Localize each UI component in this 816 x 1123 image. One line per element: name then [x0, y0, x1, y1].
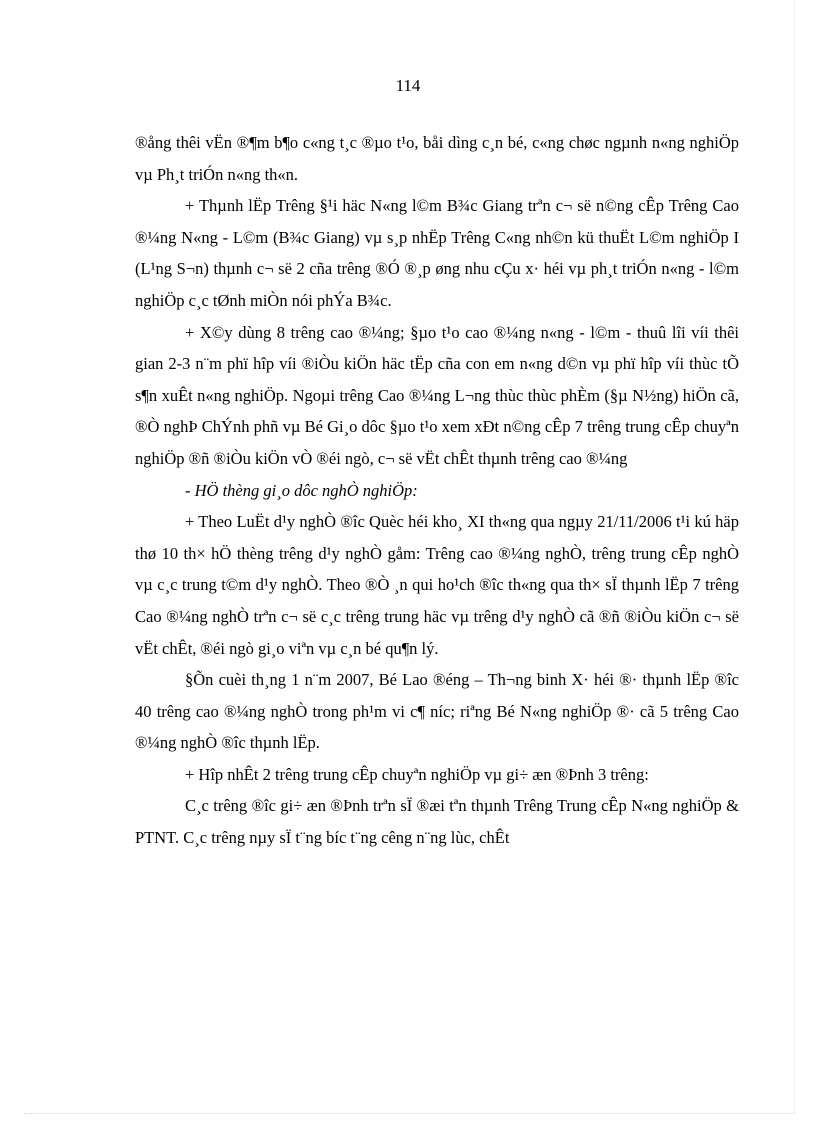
section-heading: - HÖ thèng gi¸o dôc nghÒ nghiÖp:	[185, 480, 418, 500]
paragraph-1: ®ång thêi vËn ®¶m b¶o c«ng t¸c ®µo t¹o, båi dìng c¸n bé, c«ng chøc ngµnh n«ng nghiÖp vµ Ph¸t triÓn n«ng th«n.	[135, 133, 739, 184]
paragraph-7: C¸c trêng ®îc gi÷ æn ®Þnh trªn sÏ ®æi tªn thµnh Trêng Trung cÊp N«ng nghiÖp & PTNT. C¸c trêng nµy sÏ t¨ng bíc t¨ng cêng n¨ng lùc, chÊt	[135, 796, 739, 848]
paragraph-3: + X©y dùng 8 trêng cao ®¼ng; §µo t¹o cao ®¼ng n«ng - l©m - thuû lîi víi thêi gian 2-3 n¨m phï hîp víi ®iÒu kiÖn häc tËp cña con em n«ng d©n vµ phï hîp víi thùc tÕ s¶n xuÊt n«ng nghiÖp. Ngoµi trêng Cao ®¼ng L¬ng thùc thùc phÈm (§µ N½ng) hiÖn cã, ®Ò nghÞ ChÝnh phñ vµ Bé Gi¸o dôc §µo t¹o xem xÐt n©ng cÊp 7 trêng trung cÊp chuyªn nghiÖp ®ñ ®iÒu kiÖn vÒ ®éi ngò, c¬ së vËt chÊt thµnh trêng cao ®¼ng	[135, 322, 739, 468]
paragraph-6: + Hîp nhÊt 2 trêng trung cÊp chuyªn nghiÖp vµ gi÷ æn ®Þnh 3 trêng:	[185, 764, 649, 784]
paragraph-5: §Õn cuèi th¸ng 1 n¨m 2007, Bé Lao ®éng – Th¬ng binh X· héi ®· thµnh lËp ®îc 40 trêng cao ®¼ng nghÒ trong ph¹m vi c¶ níc; riªng Bé N«ng nghiÖp ®· cã 5 trêng Cao ®¼ng nghÒ ®îc thµnh lËp.	[135, 670, 739, 753]
paragraph-2: + Thµnh lËp Trêng §¹i häc N«ng l©m B¾c Giang trªn c¬ së n©ng cÊp Trêng Cao ®¼ng N«ng - L©m (B¾c Giang) vµ s¸p nhËp Trêng C«ng nh©n kü thuËt L©m nghiÖp I (L¹ng S¬n) thµnh c¬ së 2 cña trêng ®Ó ®¸p øng nhu cÇu x· héi vµ ph¸t triÓn n«ng - l©m nghiÖp c¸c tØnh miÒn nói phÝa B¾c.	[135, 196, 739, 310]
page-number: 114	[395, 76, 421, 95]
body-text	[135, 127, 739, 854]
paragraph-4: + Theo LuËt d¹y nghÒ ®îc Quèc héi kho¸ XI th«ng qua ngµy 21/11/2006 t¹i kú häp thø 10 th× hÖ thèng trêng d¹y nghÒ gåm: Trêng cao ®¼ng nghÒ, trêng trung cÊp nghÒ vµ c¸c trung t©m d¹y nghÒ. Theo ®Ò ¸n qui ho¹ch ®îc th«ng qua th× sÏ thµnh lËp 7 trêng Cao ®¼ng nghÒ trªn c¬ së c¸c trêng trung häc vµ trêng d¹y nghÒ cã ®ñ ®iÒu kiÖn c¬ së vËt chÊt, ®éi ngò gi¸o viªn vµ c¸n bé qu¶n lý.	[135, 512, 739, 658]
page-right-border	[794, 0, 795, 1113]
page-bottom-border	[24, 1113, 794, 1114]
